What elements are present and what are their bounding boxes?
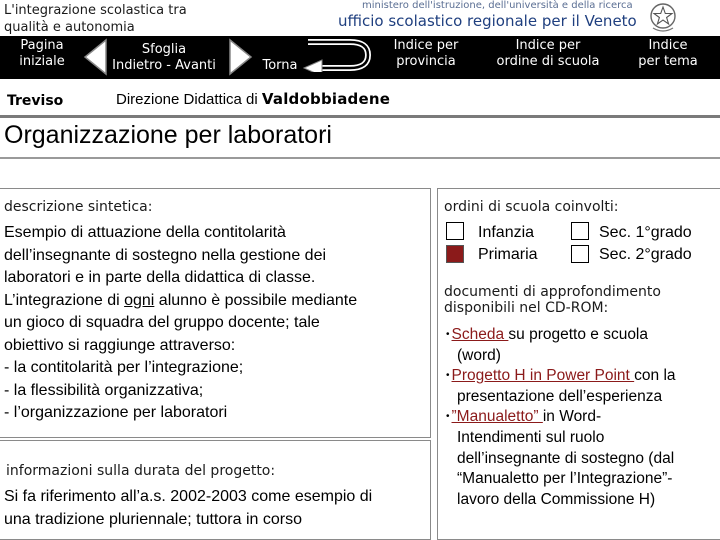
description-line: un gioco di squadra del gruppo docente; tale (4, 314, 320, 331)
title-divider (0, 157, 720, 159)
duration-panel (0, 440, 431, 540)
directorate-name: Valdobbiadene (261, 90, 391, 108)
duration-line: una tradizione pluriennale; tuttora in corso (4, 510, 302, 528)
index-by-school-level-link[interactable]: Indice per ordine di scuola (496, 38, 600, 69)
site-title: L'integrazione scolastica tra qualità e autonomia (4, 3, 187, 35)
directorate-label (116, 90, 390, 108)
duration-line: Si fa riferimento all’a.s. 2002-2003 come esempio di (4, 488, 373, 505)
document-link-powerpoint[interactable]: Progetto H in Power Point (451, 367, 635, 385)
description-line: - la contitolarità per l’integrazione; (4, 359, 244, 376)
description-heading: descrizione sintetica: (4, 199, 153, 215)
description-line: obiettivo si raggiunge attraverso: (4, 336, 236, 354)
description-line: - l’organizzazione per laboratori (4, 404, 228, 421)
checkbox-infanzia (446, 222, 464, 240)
home-link[interactable]: Pagina iniziale (19, 38, 65, 69)
description-line: dell’insegnante di sostegno nella gestione dei (4, 246, 327, 264)
document-item: • Scheda su progetto e scuola (446, 326, 648, 343)
regional-office-name: ufficio scolastico regionale per il Veneto (338, 12, 637, 30)
description-panel (0, 188, 431, 438)
school-levels-heading: ordini di scuola coinvolti: (444, 199, 619, 215)
checkbox-sec-1-grado (571, 222, 589, 240)
emblem-icon (648, 1, 678, 33)
duration-heading: informazioni sulla durata del progetto: (6, 463, 276, 479)
index-by-province-link[interactable]: Indice per provincia (393, 38, 459, 69)
navigation-bar (0, 36, 720, 79)
details-panel (437, 188, 720, 540)
description-line: Esempio di attuazione della contitolarità (4, 224, 286, 241)
arrow-right-icon[interactable] (228, 38, 254, 76)
index-by-topic-link[interactable]: Indice per tema (638, 38, 698, 69)
province-label: Treviso (7, 93, 64, 109)
ministry-name: ministero dell'istruzione, dell'università e della ricerca (362, 0, 633, 11)
description-line: laboratori e in parte della didattica di classe. (4, 269, 316, 286)
school-level-label: Primaria (478, 246, 538, 263)
document-link-scheda[interactable]: Scheda (451, 326, 509, 343)
school-level-label: Infanzia (478, 224, 535, 241)
return-link[interactable]: Torna (262, 58, 298, 73)
checkbox-sec-2-grado (571, 245, 589, 263)
documents-list: • Scheda su progetto e scuola (word) • Progetto H in Power Point con la presentazione dell’esperienza • ”Manualetto” in Word- Intendimenti sul ruolo dell’insegnante di sostegno (dal “Manualetto per l’Integrazione”- lavoro della Commissione H) (446, 325, 720, 510)
directorate-prefix: Direzione Didattica di (116, 91, 258, 108)
document-item: • ”Manualetto” in Word- (446, 408, 602, 426)
return-arrow-icon[interactable] (300, 36, 374, 72)
description-line: L’integrazione di ogni alunno è possibile mediante (4, 291, 358, 309)
document-item: • Progetto H in Power Point con la (446, 367, 676, 385)
emphasis-underline: ogni (124, 291, 155, 309)
description-text (4, 222, 428, 425)
documents-heading: documenti di approfondimento disponibili nel CD-ROM: (444, 284, 661, 316)
school-level-label: Sec. 1°grado (599, 224, 692, 241)
page-title: Organizzazione per laboratori (4, 121, 332, 149)
document-link-manualetto[interactable]: ”Manualetto” (451, 408, 543, 426)
header-divider (0, 115, 720, 118)
duration-text (4, 486, 428, 531)
school-level-label: Sec. 2°grado (599, 246, 692, 263)
checkbox-primaria (446, 245, 464, 263)
description-line: - la flessibilità organizzativa; (4, 381, 204, 399)
browse-link[interactable]: Sfoglia Indietro - Avanti (112, 42, 216, 73)
